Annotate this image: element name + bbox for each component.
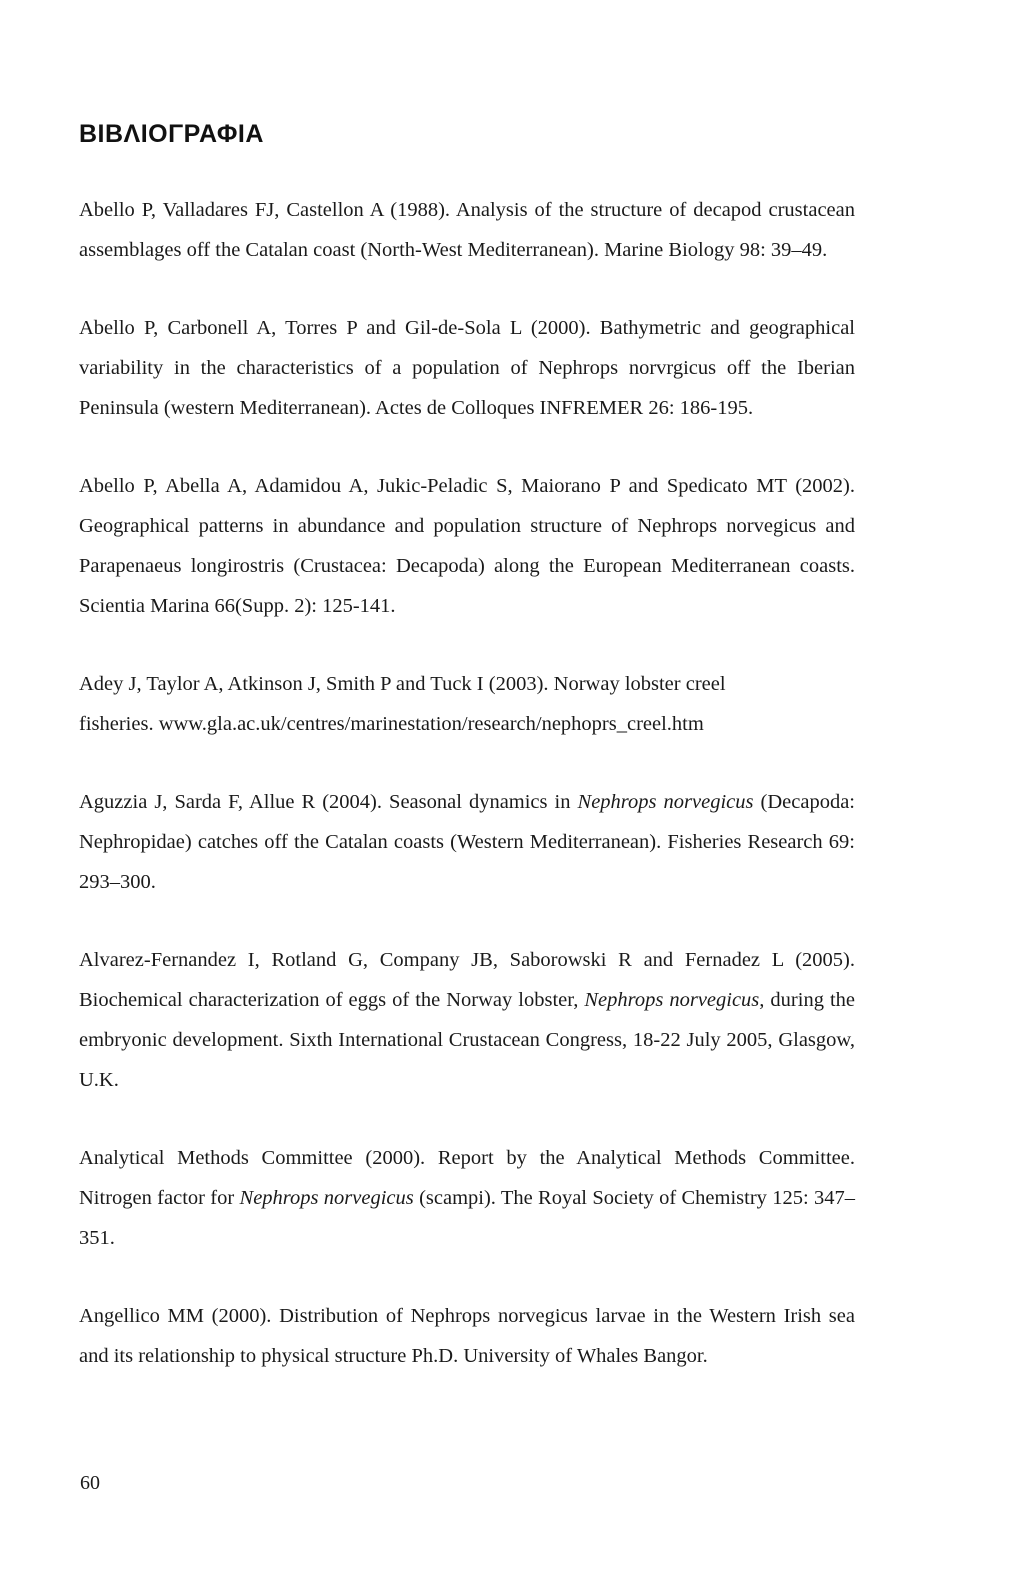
reference-text: Adey J, Taylor A, Atkinson J, Smith P and Tuck I (2003). Norway lobster creel	[79, 673, 726, 695]
bibliography-heading: ΒΙΒΛΙΟΓΡΑΦΙΑ	[79, 120, 264, 148]
reference-text: Abello P, Carbonell A, Torres P and Gil-de-Sola L (2000). Bathymetric and geographical variability in the characteristics of a population of Nephrops norvrgicus off the Iberian Peninsula (western Mediterranean). Actes de Colloques INFREMER 26: 186-195.	[79, 317, 855, 419]
reference-list	[79, 190, 855, 1414]
page-number: 60	[80, 1472, 100, 1494]
reference-text: (Decapoda: Nephropidae) catches off the Catalan coasts (Western Mediterranean). Fisheries Research 69: 293–300.	[79, 791, 855, 893]
reference-text: (scampi). The Royal Society of Chemistry 125: 347–351.	[79, 1187, 855, 1249]
reference-text: Aguzzia J, Sarda F, Allue R (2004). Seasonal dynamics in	[79, 791, 578, 813]
species-name-italic: Nephrops norvegicus	[577, 791, 754, 813]
species-name-italic: Nephrops norvegicus	[239, 1187, 414, 1209]
reference-abello-2000	[79, 308, 855, 428]
reference-abello-2002	[79, 466, 855, 626]
reference-analytical-methods-2000	[79, 1138, 855, 1258]
reference-text: Abello P, Valladares FJ, Castellon A (1988). Analysis of the structure of decapod crustacean assemblages off the Catalan coast (North-West Mediterranean). Marine Biology 98: 39–49.	[79, 199, 855, 261]
reference-abello-1988	[79, 190, 855, 270]
reference-alvarez-fernandez-2005	[79, 940, 855, 1100]
reference-text: during the embryonic development. Sixth International Crustacean Congress, 18-22 July 2005, Glasgow, U.K.	[79, 989, 855, 1091]
reference-adey-2003	[79, 664, 855, 744]
reference-angellico-2000	[79, 1296, 855, 1376]
reference-aguzzia-2004	[79, 782, 855, 902]
reference-text: Analytical Methods Committee (2000). Report by the Analytical Methods Committee. Nitrogen factor for	[79, 1147, 855, 1209]
reference-url-text: fisheries. www.gla.ac.uk/centres/marinestation/research/nephoprs_creel.htm	[79, 713, 704, 735]
species-name-italic: Nephrops norvegicus,	[584, 989, 765, 1011]
reference-text: Abello P, Abella A, Adamidou A, Jukic-Peladic S, Maiorano P and Spedicato MT (2002). Geographical patterns in abundance and population structure of Nephrops norvegicus and Parapenaeus longirostris (Crustacea: Decapoda) along the European Mediterranean coasts. Scientia Marina 66(Supp. 2): 125-141.	[79, 475, 855, 617]
reference-text: Angellico MM (2000). Distribution of Nephrops norvegicus larvae in the Western Irish sea and its relationship to physical structure Ph.D. University of Whales Bangor.	[79, 1305, 855, 1367]
reference-text: Alvarez-Fernandez I, Rotland G, Company JB, Saborowski R and Fernadez L (2005). Biochemical characterization of eggs of the Norway lobster,	[79, 949, 855, 1011]
